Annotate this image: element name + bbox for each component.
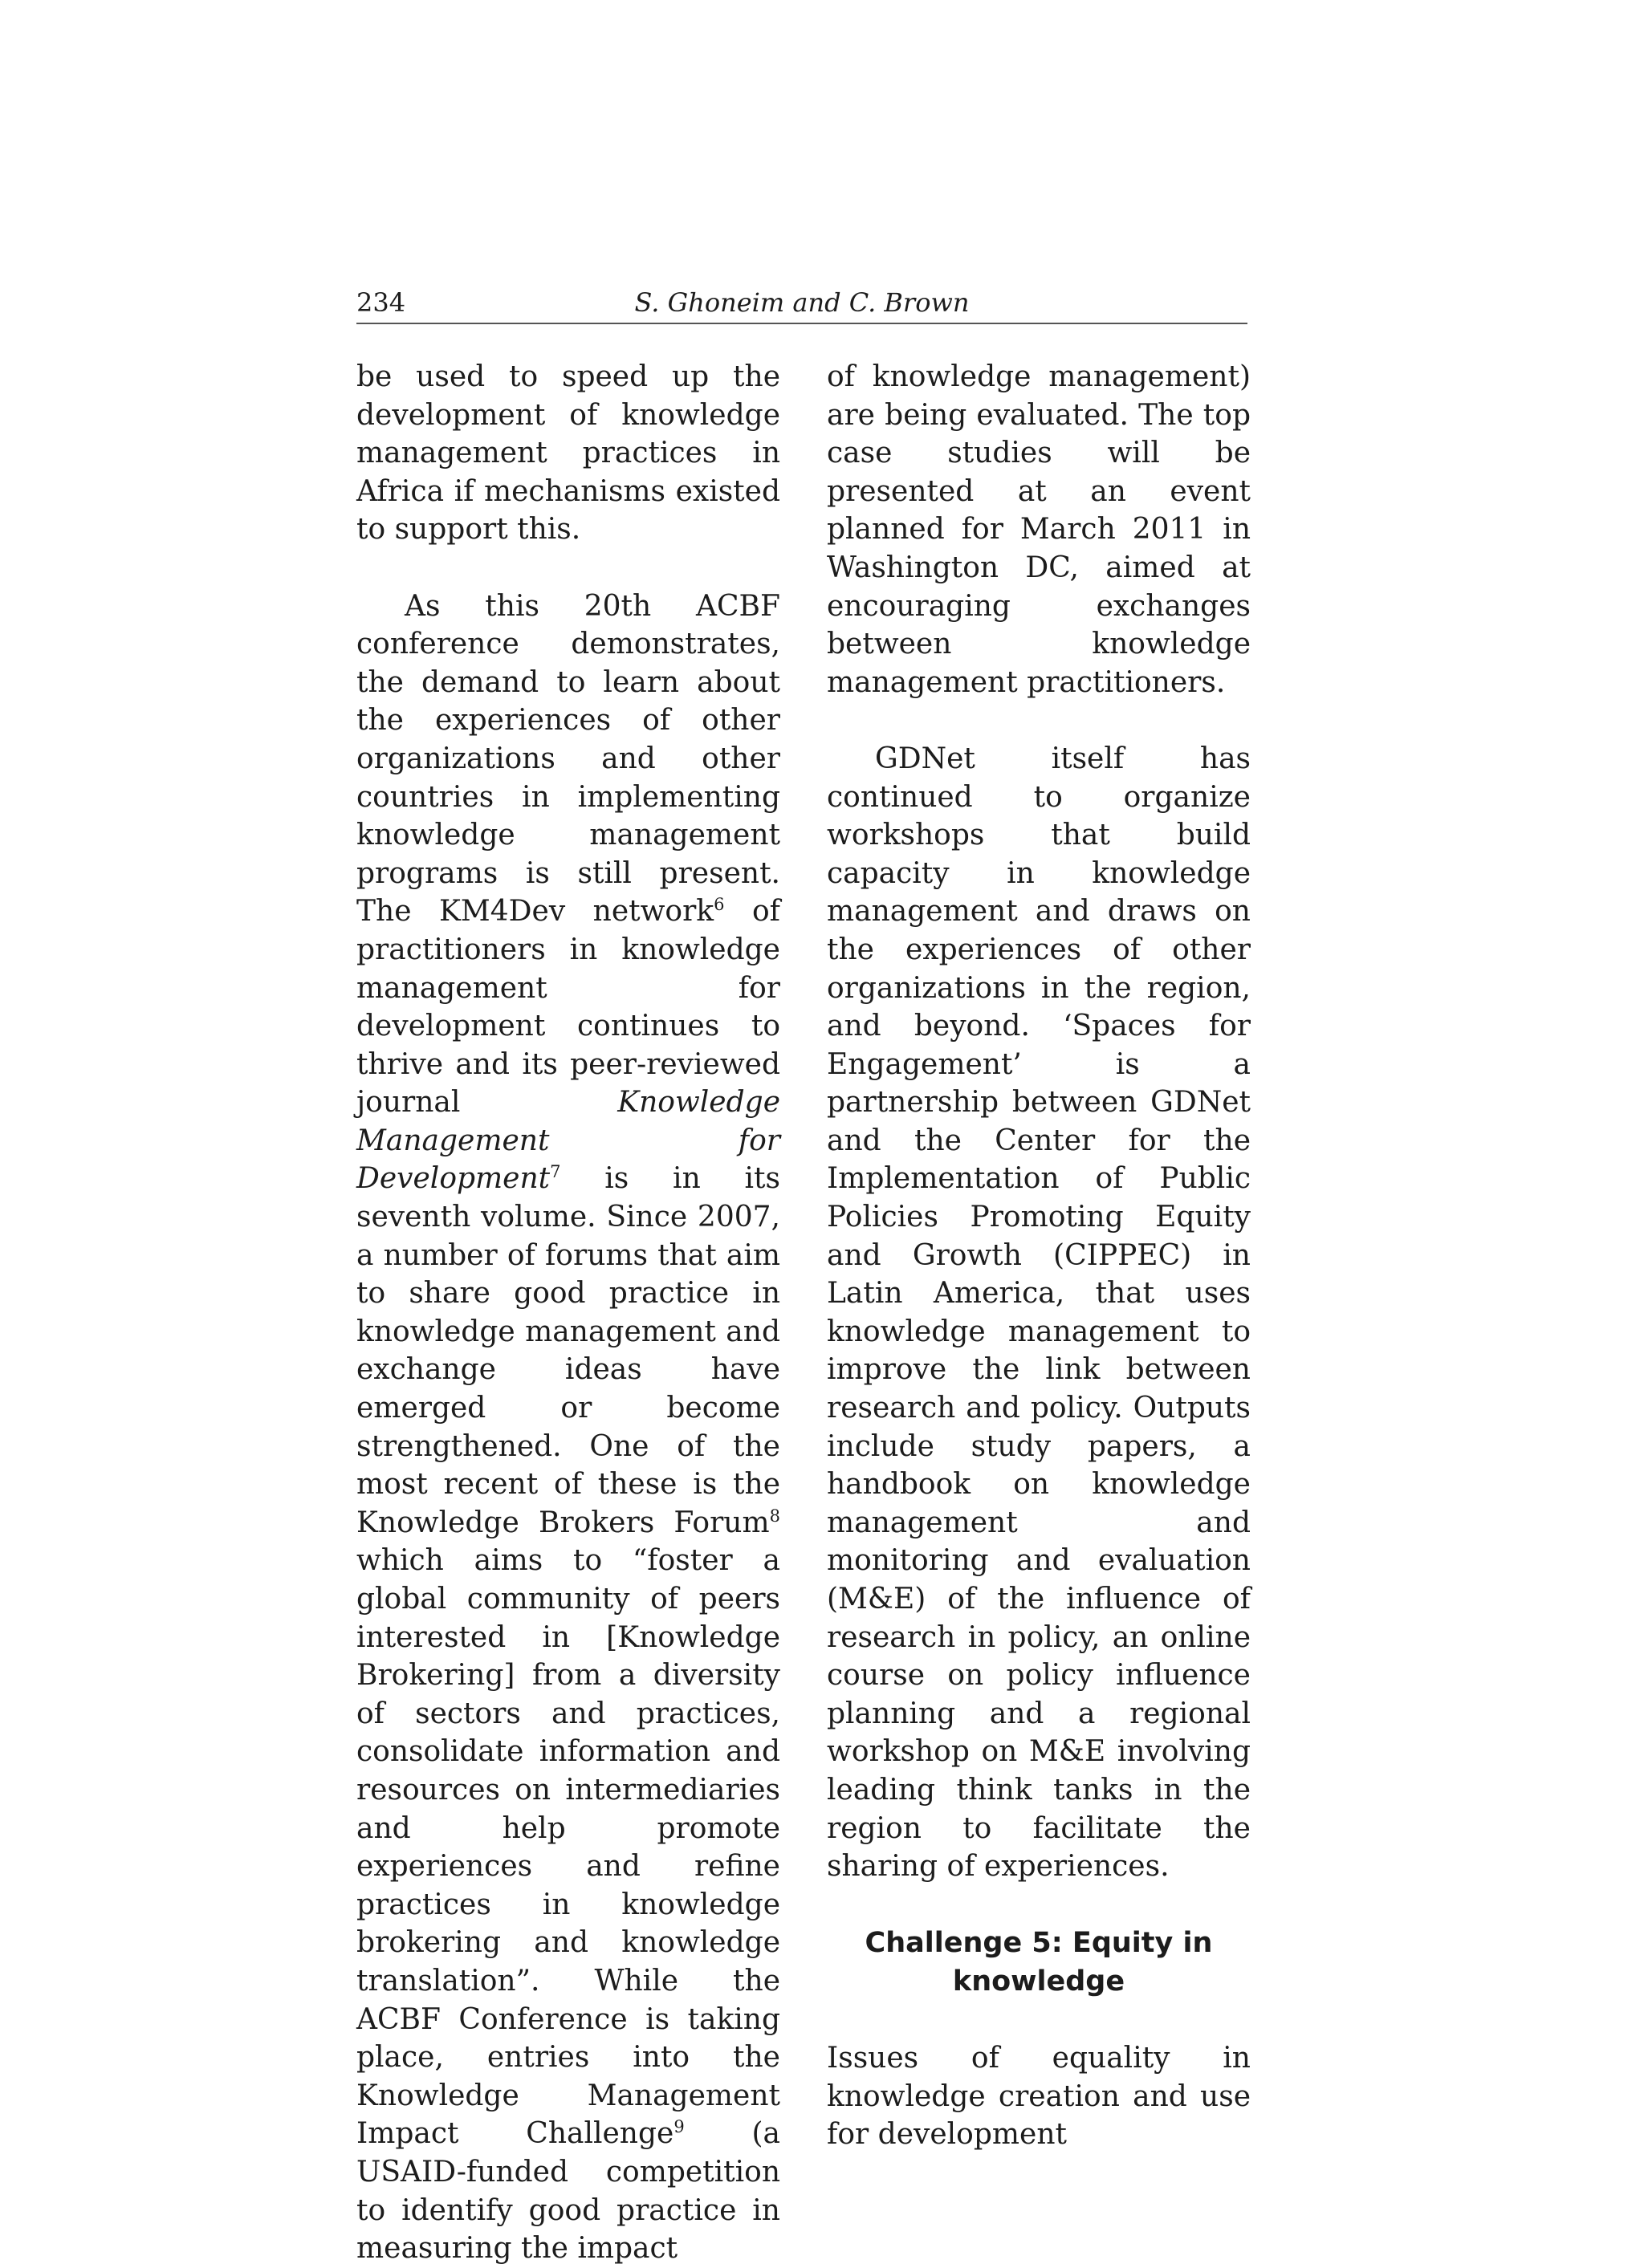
paragraph: of knowledge management) are being evaluated. The top case studies will be presented at an event planned for March 2011 in Washington DC, aimed at encouraging exchanges between knowledge management practitioners. bbox=[827, 360, 1251, 699]
footnote-marker: 8 bbox=[769, 1506, 780, 1526]
paragraph-text: of practitioners in knowledge management for development continues to thrive and its peer-reviewed journal bbox=[356, 895, 780, 1120]
running-header bbox=[356, 284, 1247, 324]
footnote-marker: 9 bbox=[673, 2117, 685, 2137]
paragraph-gap bbox=[356, 549, 780, 587]
paragraph: Issues of equality in knowledge creation and use for development bbox=[827, 2041, 1251, 2152]
section-heading: Challenge 5: Equity in knowledge bbox=[865, 1927, 1213, 1998]
paragraph: be used to speed up the development of knowledge management practices in Africa if mechanisms existed to support this. bbox=[356, 360, 780, 547]
paragraph-text: which aims to “foster a global community of peers interested in [Knowledge Brokering] from a diversity of sectors and practices, consolidate information and resources on intermediaries and help promote experiences and refine practices in knowledge brokering and knowledge translation”. While the ACBF Conference is taking place, entries into the Knowledge Management Impact Challenge bbox=[356, 1544, 780, 2151]
paragraph bbox=[356, 587, 780, 2268]
paragraph-text: is in its seventh volume. Since 2007, a number of forums that aim to share good practice in knowledge management and exchange ideas have emerged or become strengthened. One of the most recent of these is the Knowledge Brokers Forum bbox=[356, 1162, 780, 1539]
paragraph-gap bbox=[827, 2001, 1251, 2039]
running-head-authors: S. Ghoneim and C. Brown bbox=[634, 287, 970, 318]
paragraph-gap bbox=[827, 701, 1251, 740]
right-column bbox=[827, 358, 1251, 2154]
footnote-marker: 7 bbox=[550, 1162, 561, 1182]
paragraph-text: (a USAID-funded competition to identify good practice in measuring the impact bbox=[356, 2117, 781, 2266]
journal-title: Knowledge Management for Development bbox=[356, 1086, 780, 1196]
paragraph: GDNet itself has continued to organize workshops that build capacity in knowledge management and draws on the experiences of other organizations in the region, and beyond. ‘Spaces for Engagement’ is a partnership between GDNet and the Center for the Implementation of Public Policies Promoting Equity and Growth (CIPPEC) in Latin America, that uses knowledge management to improve the link between research and policy. Outputs include study papers, a handbook on knowledge management and monitoring and evaluation (M&E) of the influence of research in policy, an online course on policy influence planning and a regional workshop on M&E involving leading think tanks in the region to facilitate the sharing of experiences. bbox=[827, 742, 1251, 1884]
footnote-marker: 6 bbox=[714, 895, 725, 915]
left-column bbox=[356, 358, 780, 2268]
paragraph-gap bbox=[827, 1886, 1251, 1925]
page-number: 234 bbox=[356, 287, 406, 318]
paragraph-text: As this 20th ACBF conference demonstrates, the demand to learn about the experiences of other organizations and other countries in implementing knowledge management programs is still present. The KM4Dev network bbox=[356, 589, 780, 929]
